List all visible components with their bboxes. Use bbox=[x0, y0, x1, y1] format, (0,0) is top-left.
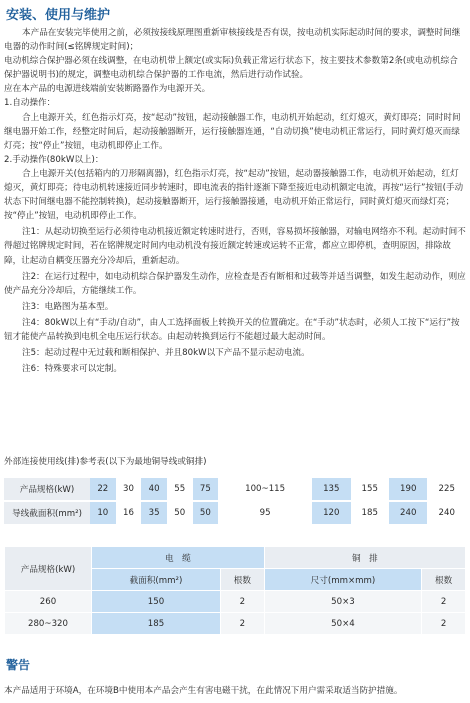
note-1: 注1：从起动切换至运行必须待电动机接近额定转速时进行，否则，容易损坏接触器，对输电网络亦不利。起动时间不得超过铭牌规定时间，若在铭牌规定时间内电动机没有接近额定转速或运转不正常，都应立即停机，查明原因，排除故障，让起动自耦变压器充分冷却后，重新起动。 bbox=[4, 227, 466, 266]
table-cell: 55 bbox=[167, 478, 193, 501]
table-cell: 50 bbox=[167, 501, 193, 525]
paragraph-breaker: 应在本产品的电源进线端前安装断路器作为电源开关。 bbox=[4, 84, 211, 95]
note-5: 注5：起动过程中无过载和断相保护、并且80kW以下产品不显示起动电流。 bbox=[22, 348, 310, 359]
heading-manual-operation: 2.手动操作(80kW以上)： bbox=[4, 154, 104, 165]
cable-header: 电 缆 bbox=[92, 547, 265, 569]
count-header-2: 根数 bbox=[422, 569, 466, 591]
table-cell: 95 bbox=[218, 501, 312, 525]
table-cell: 2 bbox=[422, 613, 466, 635]
cable-copper-table bbox=[4, 546, 466, 635]
note-4: 注4：80kW以上有“手动/自动”，由人工选择面板上转换开关的位置确定。在“手动”状态时，必须人工按下“运行”按钮才能使产品转换到电机全电压运行状态。由起动转换到运行不能超过最大起动时间。 bbox=[4, 317, 460, 342]
warning-title: 警告 bbox=[6, 658, 31, 672]
table-cell: 16 bbox=[116, 501, 142, 525]
table-cell: 40 bbox=[141, 478, 167, 501]
table-cell: 150 bbox=[92, 591, 221, 613]
table-cell: 35 bbox=[141, 501, 167, 525]
area-header: 截面积(mm²) bbox=[92, 569, 221, 591]
size-header: 尺寸(mm×mm) bbox=[264, 569, 422, 591]
table-row bbox=[5, 613, 466, 635]
table-cell: 280~320 bbox=[5, 613, 92, 635]
table-cell: 120 bbox=[312, 501, 350, 525]
copper-header: 铜 排 bbox=[264, 547, 465, 569]
paragraph-auto-operation: 合上电源开关，红色指示灯亮，按“起动”按钮，起动接触器工作，电动机开始起动，红灯熄灭，黄灯即亮；同时时间继电器开始工作，经整定时间后，起动接触器断开，运行接触器连通，“自动切换”使电动机正常运行，同时黄灯熄灭而绿灯亮；按“停止”按钮，电动机即停止工作。 bbox=[4, 112, 461, 151]
table-cell: 155 bbox=[351, 478, 389, 501]
table-cell: 185 bbox=[351, 501, 389, 525]
wire-reference-table bbox=[4, 478, 466, 526]
paragraph-manual-operation: 合上电源开关(包括箱内的刀形隔离器)，红色指示灯亮，按“起动”按钮，起动器接触器工作，电动机开始起动，红灯熄灭，黄灯即亮；待电动机转速接近同步转速时，即电流表的指针逐渐下降至接近电动机额定电流，再按“运行”按钮(手动状态下时间继电器不能控制转换)，起动接触器断开，运行接触器接通，电动机开始正常运行，同时黄灯熄灭而绿灯亮；按“停止”按钮，电动机即停止工作。 bbox=[4, 168, 464, 222]
heading-auto-operation: 1.自动操作： bbox=[4, 98, 56, 109]
table-cell: 100~115 bbox=[218, 478, 312, 501]
paragraph-install-check: 本产品在安装完毕使用之前，必须按接线原理图重新审核接线是否有误，按电动机实际起动时间的要求，调整时间继电器的动作时间(≤铭牌规定时间)； bbox=[4, 28, 461, 53]
row-label-area: 导线截面积(mm²) bbox=[4, 501, 90, 525]
count-header: 根数 bbox=[220, 569, 264, 591]
table-row bbox=[4, 501, 466, 525]
table-cell: 185 bbox=[92, 613, 221, 635]
note-2: 注2：在运行过程中，如电动机综合保护器发生动作，应检查是否有断相和过载等并适当调整，如发生起动动作，则应使产品充分冷却后，方能继续工作。 bbox=[4, 271, 466, 296]
table1-caption: 外部连接使用线(排)参考表(以下为最地铜导线或铜排) bbox=[4, 457, 207, 467]
table-cell: 50×4 bbox=[264, 613, 422, 635]
table-cell: 2 bbox=[220, 613, 264, 635]
table-cell: 190 bbox=[389, 478, 427, 501]
table-cell: 30 bbox=[116, 478, 142, 501]
instructions-body bbox=[4, 26, 466, 376]
table-cell: 75 bbox=[193, 478, 219, 501]
table-row bbox=[5, 591, 466, 613]
warning-text: 本产品适用于环境A，在环境B中使用本产品会产生有害电磁干扰，在此情况下用户需采取适当防护措施。 bbox=[4, 686, 403, 696]
table-cell: 50×3 bbox=[264, 591, 422, 613]
table-cell: 50 bbox=[193, 501, 219, 525]
table-cell: 22 bbox=[90, 478, 116, 501]
row-label-spec: 产品规格(kW) bbox=[4, 478, 90, 501]
table-cell: 135 bbox=[312, 478, 350, 501]
table-cell: 260 bbox=[5, 591, 92, 613]
note-6: 注6：特殊要求可以定制。 bbox=[22, 364, 122, 375]
table-header-row bbox=[5, 547, 466, 569]
table-cell: 225 bbox=[427, 478, 466, 501]
note-3: 注3：电路图为基本型。 bbox=[22, 301, 114, 312]
table-cell: 240 bbox=[427, 501, 466, 525]
paragraph-protector-adjust: 电动机综合保护器必须在线调整，在电动机带上额定(或实际)负载正常运行状态下，按主要技术参数第2条(或电动机综合保护器说明书)的规定，调整电动机综合保护器的工作电流，然后进行动作试验。 bbox=[4, 56, 458, 81]
table-cell: 240 bbox=[389, 501, 427, 525]
table-cell: 10 bbox=[90, 501, 116, 525]
table-cell: 2 bbox=[422, 591, 466, 613]
table-row bbox=[4, 478, 466, 501]
spec-header: 产品规格(kW) bbox=[5, 547, 92, 591]
table-cell: 2 bbox=[220, 591, 264, 613]
section-title: 安装、使用与维护 bbox=[6, 8, 111, 23]
